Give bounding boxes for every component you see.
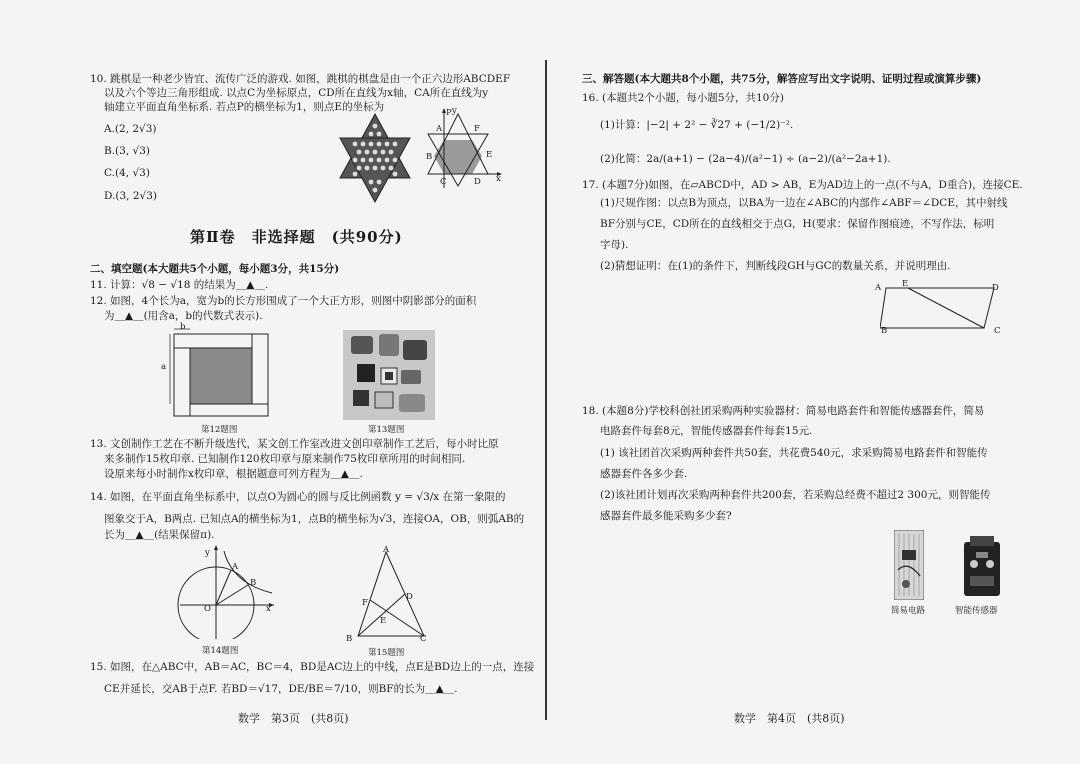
fill-in-header: 二、填空题(本大题共5个小题，每小题3分，共15分) [90, 263, 340, 275]
right-page [548, 0, 1080, 764]
q18-line5: (2)该社团计划再次采购两种套件共200套，若采购总经费不超过2 300元，则智能传 [600, 489, 991, 501]
q17-label-d: D [992, 283, 999, 293]
q10-label-x: x [496, 174, 501, 184]
q13-stamp-photo [343, 330, 435, 420]
q18-line1: 18. (本题8分)学校科创社团采购两种实验器材：简易电路套件和智能传感器套件，简易 [582, 405, 985, 417]
q16-part2: (2)化简：2a/(a+1) − (2a−4)/(a²−1) ÷ (a−2)/(a²−2a+1). [600, 153, 891, 165]
q17-line3: BF分别与CE，CD所在的直线相交于点G，H(要求：保留作图痕迹，不写作法，标明 [600, 218, 995, 230]
q15-label-c: C [420, 634, 427, 644]
section-2-title: 第Ⅱ卷 非选择题 (共90分) [190, 228, 403, 246]
q14-label-a: A [232, 562, 239, 572]
q17-label-b: B [881, 326, 888, 336]
q13-caption: 第13题图 [368, 425, 405, 435]
q18-line3: (1) 该社团首次采购两种套件共50套，共花费540元，求采购简易电路套件和智能传 [600, 447, 988, 459]
q10-label-y: y [452, 106, 457, 116]
q10-option-c: C.(4, √3) [104, 167, 150, 179]
q15-caption: 第15题图 [368, 648, 405, 658]
q10-line3: 轴建立平面直角坐标系. 若点P的横坐标为1，则点E的坐标为 [104, 101, 385, 113]
q15-label-f: F [362, 598, 368, 608]
q11-text: 11. 计算：√8 − √18 的结果为＿▲＿. [90, 279, 269, 291]
q10-label-d: D [474, 177, 481, 187]
checkers-board-figure [335, 112, 415, 204]
q14-figure [176, 545, 276, 639]
q15-figure [352, 548, 430, 640]
q10-label-p: P [446, 108, 452, 118]
q14-line1: 14. 如图，在平面直角坐标系中，以点O为圆心的圆与反比例函数 y = √3/x 在第一象限的 [90, 491, 506, 503]
q12-figure [168, 326, 274, 420]
q14-label-o: O [204, 604, 211, 614]
q15-line1: 15. 如图，在△ABC中，AB＝AC，BC＝4，BD是AC边上的中线，点E是BD边上的一点，连接 [90, 661, 535, 673]
q14-line2: 图象交于A，B两点. 已知点A的横坐标为1，点B的横坐标为√3，连接OA，OB，则弧AB的 [104, 513, 525, 525]
simple-circuit-photo [894, 530, 924, 600]
q13-line2: 来多制作15枚印章. 已知制作120枚印章与原来制作75枚印章所用的时间相同. [104, 453, 466, 465]
q14-label-x: x [266, 604, 271, 614]
smart-sensor-caption: 智能传感器 [955, 606, 998, 616]
q10-line1: 10. 跳棋是一种老少皆宜、流传广泛的游戏. 如图，跳棋的棋盘是由一个正六边形ABCDEF [90, 73, 511, 85]
page-fold [545, 60, 547, 720]
q10-option-b: B.(3, √3) [104, 145, 150, 157]
q12-line1: 12. 如图，4个长为a，宽为b的长方形围成了一个大正方形，则图中阴影部分的面积 [90, 295, 477, 307]
smart-sensor-photo [962, 534, 1002, 598]
q17-label-e: E [902, 279, 909, 289]
q15-label-b: B [346, 634, 353, 644]
q10-line2: 以及六个等边三角形组成. 以点C为坐标原点，CD所在直线为x轴，CA所在直线为y [104, 87, 489, 99]
q10-option-d: D.(3, 2√3) [104, 190, 157, 202]
q10-label-f: F [474, 124, 480, 134]
q15-label-e: E [380, 616, 387, 626]
q10-coordinate-figure [420, 108, 502, 190]
answer-section-header: 三、解答题(本大题共8个小题，共75分，解答应写出文字说明、证明过程或演算步骤) [582, 73, 982, 85]
simple-circuit-caption: 简易电路 [891, 606, 926, 616]
q17-line4: 字母). [600, 239, 629, 251]
q17-line1: 17. (本题7分)如图，在▱ABCD中，AD > AB，E为AD边上的一点(不与A，D重合)，连接CE. [582, 179, 1023, 191]
q12-line2: 为＿▲＿(用含a，b的代数式表示). [104, 310, 263, 322]
q17-line5: (2)猜想证明：在(1)的条件下，判断线段GH与GC的数量关系，并说明理由. [600, 260, 951, 272]
q16-part1: (1)计算：|−2| + 2² − ∛27 + (−1/2)⁻². [600, 119, 794, 131]
q17-parallelogram-figure [880, 284, 1000, 334]
q10-label-a: A [436, 124, 443, 134]
q13-line3: 设原来每小时制作x枚印章，根据题意可列方程为＿▲＿. [104, 468, 363, 480]
q13-line1: 13. 文创制作工艺在不断升级迭代，某文创工作室改进文创印章制作工艺后，每小时比原 [90, 438, 499, 450]
right-page-footer: 数学 第4页 (共8页) [734, 712, 845, 725]
q12-label-a: a [161, 362, 167, 372]
q17-label-c: C [994, 326, 1001, 336]
q14-line3: 长为＿▲＿(结果保留π). [104, 529, 215, 541]
q16-title: 16. (本题共2个小题，每小题5分，共10分) [582, 92, 784, 104]
q18-line2: 电路套件每套8元，智能传感器套件每套15元. [600, 425, 813, 437]
q10-option-a: A.(2, 2√3) [104, 123, 157, 135]
q14-caption: 第14题图 [202, 646, 239, 656]
q18-line6: 感器套件最多能采购多少套? [600, 510, 732, 522]
q17-line2: (1)尺规作图：以点B为顶点，以BA为一边在∠ABC的内部作∠ABF＝∠DCE，其中射线 [600, 197, 1008, 209]
left-page-footer: 数学 第3页 (共8页) [238, 712, 349, 725]
q10-label-e: E [486, 150, 493, 160]
q15-label-a: A [383, 545, 390, 555]
q10-label-c: C [440, 177, 447, 187]
q14-label-b: B [250, 578, 257, 588]
q14-label-y: y [205, 548, 210, 558]
q10-label-b: B [426, 152, 433, 162]
q15-label-d: D [406, 592, 413, 602]
q15-line2: CE并延长，交AB于点F. 若BD＝√17，DE/BE＝7/10，则BF的长为＿▲＿. [104, 683, 458, 695]
q12-label-b: b [180, 322, 186, 332]
q18-line4: 感器套件各多少套. [600, 468, 688, 480]
q12-caption: 第12题图 [201, 425, 238, 435]
q17-label-a: A [875, 283, 882, 293]
